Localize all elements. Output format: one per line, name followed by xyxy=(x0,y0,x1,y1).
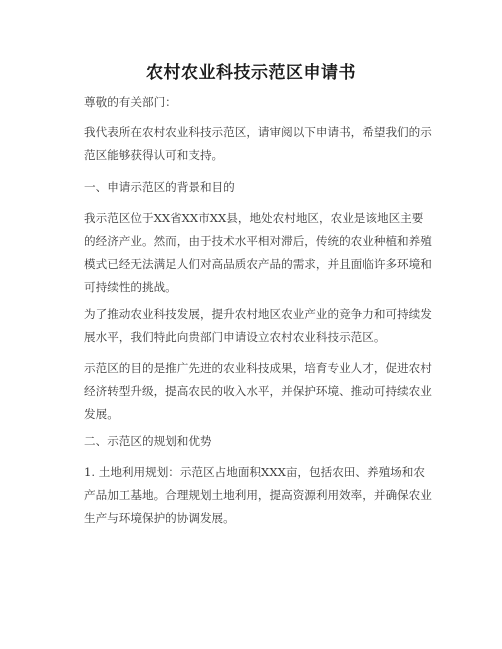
section2-item-land-use: 1. 土地利用规划：示范区占地面积XXX亩，包括农田、养殖场和农产品加工基地。合理规划土地利用，提高资源利用效率，并确保农业生产与环境保护的协调发展。 xyxy=(84,465,432,525)
salutation: 尊敬的有关部门： xyxy=(84,95,177,109)
section1-paragraph-application: 为了推动农业科技发展，提升农村地区农业产业的竞争力和可持续发展水平，我们特此向贵部门申请设立农村农业科技示范区。 xyxy=(84,307,432,344)
section1-paragraph-purpose: 示范区的目的是推广先进的农业科技成果，培育专业人才，促进农村经济转型升级，提高农民的收入水平，并保护环境、推动可持续农业发展。 xyxy=(84,361,432,421)
intro-paragraph: 我代表所在农村农业科技示范区，请审阅以下申请书，希望我们的示范区能够获得认可和支持。 xyxy=(84,125,432,162)
section1-paragraph-background: 我示范区位于XX省XX市XX县，地处农村地区，农业是该地区主要的经济产业。然而，由于技术水平相对滞后，传统的农业种植和养殖模式已经无法满足人们对高品质农产品的需求，并且面临许多环境和可持续性的挑战。 xyxy=(84,211,432,294)
section2-heading: 二、示范区的规划和优势 xyxy=(84,434,212,448)
section1-heading: 一、申请示范区的背景和目的 xyxy=(84,180,235,194)
document-title: 农村农业科技示范区申请书 xyxy=(146,63,356,83)
